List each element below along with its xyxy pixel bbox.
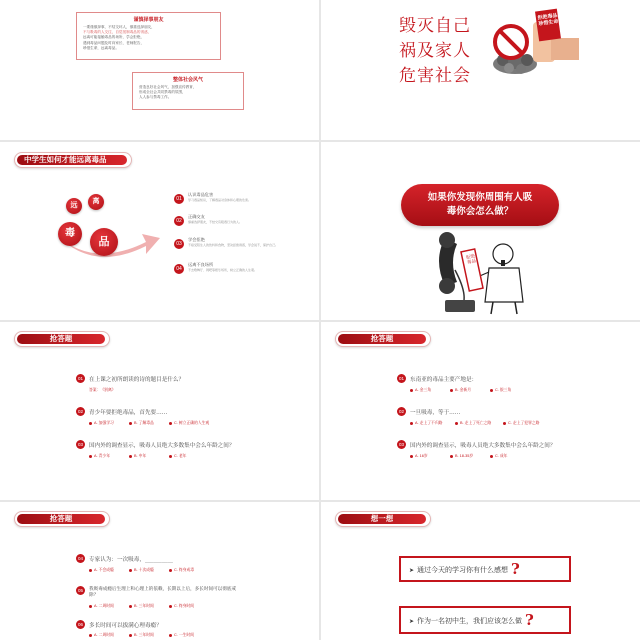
option-a[interactable]: A. 加强学习 [89,421,114,426]
question-number: 02 [77,409,83,414]
question-number: 01 [398,376,404,381]
option-c[interactable]: C. 终身时间 [169,604,194,609]
slide-thumbnail-5[interactable] [0,322,319,500]
option-c[interactable]: C. 银三角 [490,388,511,393]
tip-line: 人人参与禁毒工作。 [139,95,172,100]
circle-char-4: 品 [90,228,118,256]
option-b[interactable]: B. 了解毒品 [129,421,154,426]
slide-thumbnail-2[interactable] [321,0,640,140]
option-a[interactable]: A. 金三角 [410,388,431,393]
circle-char-1: 远 [66,198,82,214]
section-header-text: 抢答题 [17,334,105,344]
option-b[interactable]: B. 走上了死亡之路 [455,421,491,426]
item-number: 01 [174,194,184,204]
question-line: 如果你发现你周围有人吸 [427,192,533,203]
think-prompt-1 [399,556,571,582]
option-c[interactable]: C. 老年 [169,454,186,459]
tip-box-title: 整体社会风气 [172,77,203,83]
option-b[interactable]: B. 18-35岁 [450,454,473,459]
question-banner [401,184,559,226]
option-a[interactable]: A. 二周时间 [89,604,114,609]
question-number: 03 [398,442,404,447]
option-b[interactable]: B. 中年 [129,454,146,459]
option-b[interactable]: B. 金新月 [450,388,471,393]
no-drugs-illustration [481,8,581,88]
title-line: 危害社会 [399,66,471,86]
question-answer: 答案：《别离》 [89,388,116,392]
item-number: 02 [174,216,184,226]
tip-line: 远离可能接触毒品的场所，学会拒绝， [83,35,145,40]
question-text: 在上课之初所朗读的诗的题目是什么？ [89,377,185,383]
circle-char-3: 毒 [58,222,82,246]
sign-text: 拒绝毒品 [465,253,477,265]
question-number: 03 [77,442,83,447]
slide-thumbnail-3[interactable] [0,142,319,320]
section-header-text: 中学生如何才能远离毒品 [17,155,127,165]
option-c[interactable]: C. 终身戒毒 [169,568,194,573]
question-number: 06 [77,622,83,627]
question-number: 02 [398,409,404,414]
section-header [335,331,431,347]
tip-line: 营造良好社会风气，加强宣传教育， [139,85,197,89]
question-text: 多长时间可以拔满心理毒瘾？ [89,623,162,629]
item-desc: 慎重选择朋友，不结交有吸毒行为的人。 [188,220,243,224]
prompt-text: 通过今天的学习你有什么感想 [417,566,509,574]
tip-box-society [132,72,244,110]
question-number: 01 [77,376,83,381]
question-line: 毒你会怎么做？ [446,206,514,217]
option-c[interactable]: C. 一生时间 [169,633,194,638]
option-a[interactable]: A. 16岁 [410,454,428,459]
section-header [14,331,110,347]
tip-line: 形成全社会共同禁毒的氛围， [139,90,186,95]
option-b[interactable]: B. 三年时间 [129,633,154,638]
section-header-text: 抢答题 [17,514,105,524]
tip-line: 珍惜生命，远离毒品。 [83,45,119,50]
think-prompt-2 [399,606,571,634]
tip-line: 遇到毒品问题及时向家长、老师报告， [83,40,145,45]
option-b[interactable]: B. 三年时间 [129,604,154,609]
section-header [14,152,132,168]
item-title: 学会拒绝 [188,237,205,242]
item-title: 远离不良场所 [188,262,214,267]
phone-report-illustration [431,230,541,316]
question-text: 专家认为：一次吸毒，__________ [89,557,173,563]
question-text: 我吸毒成瘾后生理上和心理上的依赖，长期以上后，多长时间可以彻底戒除？ [89,587,237,598]
item-number: 03 [174,239,184,249]
option-c[interactable]: C. 走上了犯罪之路 [503,421,539,426]
option-a[interactable]: A. 不会成瘾 [89,568,114,573]
question-text: 国内外的调查显示，吸毒人员绝大多数集中会么年龄之间？ [89,443,235,449]
slide-title [399,14,471,89]
section-header-text: 抢答题 [338,334,426,344]
prompt-text: 作为一名初中生，我们应该怎么做 [417,617,523,625]
item-desc: 学习毒品知识，了解毒品对身体和心理的危害。 [188,198,252,202]
slide-thumbnail-4[interactable] [321,142,640,320]
tip-line: 一要谨慎择事，不结交坏人，慎重选择朋友， [83,25,155,29]
slide-thumbnail-1[interactable] [0,0,319,140]
question-text: 一旦吸毒，等于…… [410,410,461,416]
question-text: 东南亚的毒品主要产地是： [410,377,478,383]
tip-box-title: 谨慎择事朋友 [133,17,164,23]
item-title: 认识毒品危害 [188,192,214,197]
title-line: 毁灭自己 [399,16,471,36]
question-number: 05 [77,588,83,593]
title-line: 祸及家人 [399,41,471,61]
option-a[interactable]: A. 走上了不归路 [410,421,442,426]
question-number: 04 [77,556,83,561]
question-text: 青少年要拒绝毒品，首先要…… [89,410,168,416]
item-desc: 不接受陌生人的饮料和食物，坚决拒绝诱惑，学会说不，保护自己。 [188,243,279,247]
slide-thumbnail-7[interactable] [0,502,319,640]
question-mark-icon: ? [525,611,534,629]
slide-thumbnail-6[interactable] [321,322,640,500]
circle-char-2: 离 [88,194,104,210]
arrow-icon: ➤ [409,618,415,625]
question-mark-icon: ? [511,560,520,578]
option-a[interactable]: A. 青少年 [89,454,110,459]
item-desc: 不去歌舞厅、网吧等娱乐场所，树立正确的人生观。 [188,268,258,272]
option-a[interactable]: A. 二周时间 [89,633,114,638]
sign-text: 拒绝毒品 珍惜生命 [537,12,559,28]
option-b[interactable]: B. 十次成瘾 [129,568,154,573]
arrow-icon: ➤ [409,567,415,574]
option-c[interactable]: C. 成年 [490,454,507,459]
section-header-text: 想一想 [338,514,426,524]
tip-box-friends [76,12,221,60]
section-header [14,511,110,527]
section-header [335,511,431,527]
item-number: 04 [174,264,184,274]
option-c[interactable]: C. 树立正确的人生观 [169,421,209,426]
tip-line: 不与吸毒的人交往，自觉抵制毒品的诱惑， [83,30,152,35]
slide-thumbnail-8[interactable] [321,502,640,640]
item-title: 正确交友 [188,214,205,219]
question-text: 国内外的调查显示，吸毒人员绝大多数集中会么年龄之间？ [410,443,556,449]
